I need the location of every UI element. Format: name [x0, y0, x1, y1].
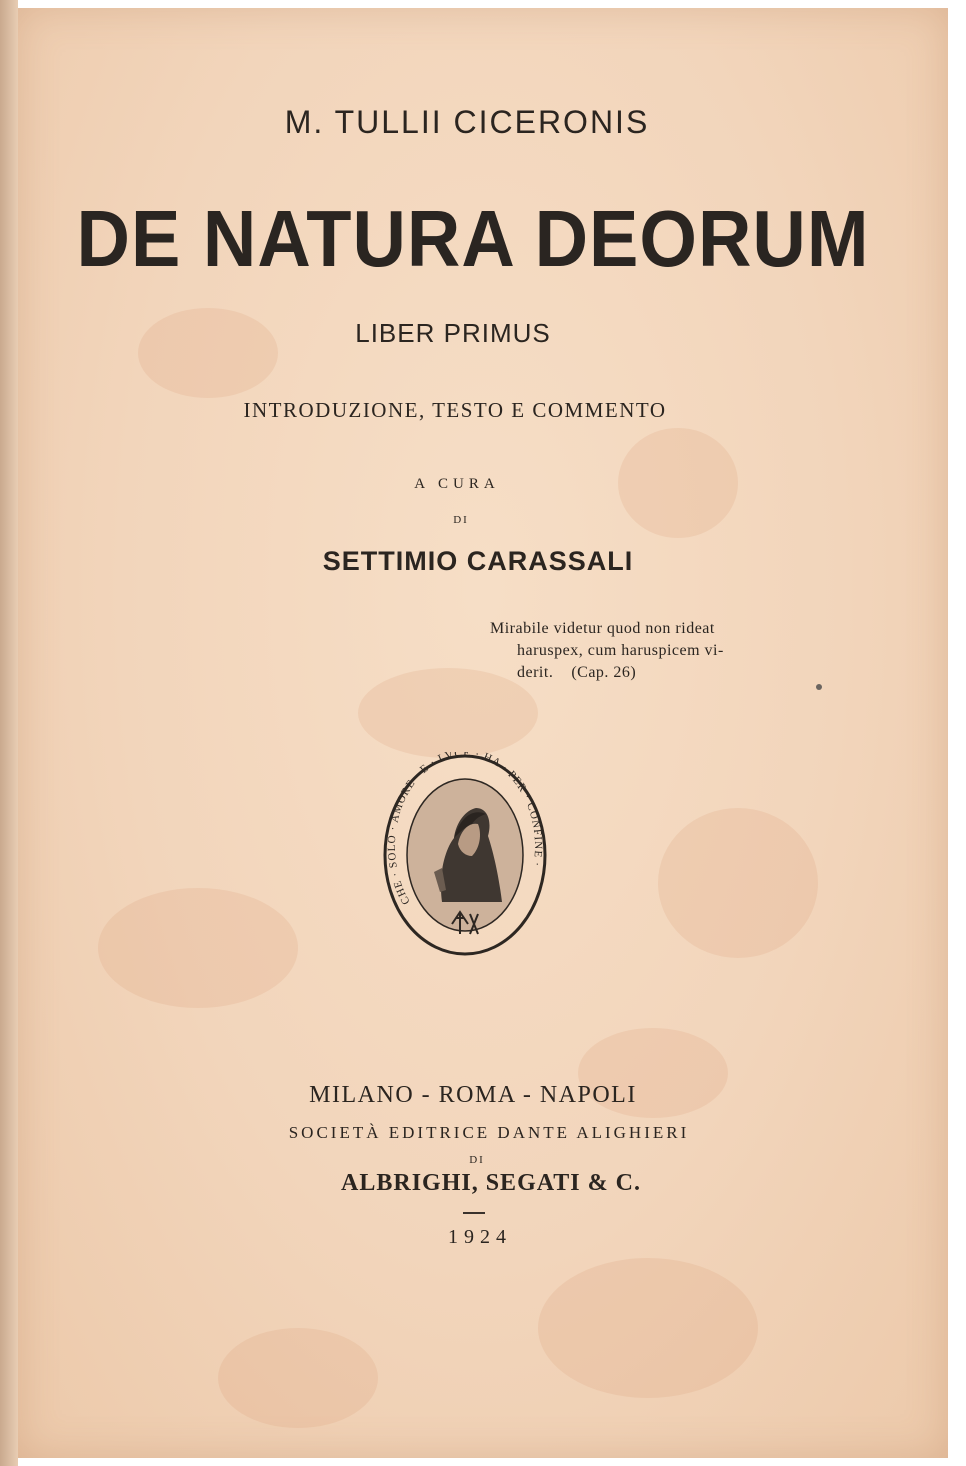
contents-description: INTRODUZIONE, TESTO E COMMENTO [243, 398, 667, 422]
ink-speck [816, 684, 822, 690]
epigraph-line-end: derit. [517, 664, 554, 681]
edited-by-label: A CURA [414, 476, 500, 492]
epigraph-line: haruspex, cum haruspicem vi- [517, 642, 724, 659]
foxing-stain [538, 1258, 758, 1398]
book-part: LIBER PRIMUS [355, 318, 551, 348]
author-name: M. TULLII CICERONIS [284, 104, 650, 140]
epigraph-line: Mirabile videtur quod non rideat [490, 620, 715, 637]
foxing-stain [658, 808, 818, 958]
publication-year: 1924 [448, 1226, 512, 1248]
publisher-emblem [380, 752, 550, 958]
foxing-stain [218, 1328, 378, 1428]
divider-rule [463, 1212, 485, 1214]
emblem-motto: CHE · SOLO · AMORE · E · LVCE · HA · PER · CONFINE · [385, 752, 545, 907]
di-label: DI [453, 514, 469, 526]
epigraph [490, 618, 724, 684]
imprint-cities: MILANO - ROMA - NAPOLI [309, 1082, 637, 1108]
publisher-name: ALBRIGHI, SEGATI & C. [341, 1170, 641, 1196]
imprint-society: SOCIETÀ EDITRICE DANTE ALIGHIERI [288, 1123, 690, 1142]
book-title: DE NATURA DEORUM [76, 193, 870, 284]
epigraph-line [490, 662, 724, 684]
editor-name: SETTIMIO CARASSALI [322, 546, 634, 576]
epigraph-citation: (Cap. 26) [571, 664, 637, 681]
di-label: DI [469, 1154, 485, 1166]
dante-portrait-medallion-icon [380, 752, 550, 958]
foxing-stain [98, 888, 298, 1008]
